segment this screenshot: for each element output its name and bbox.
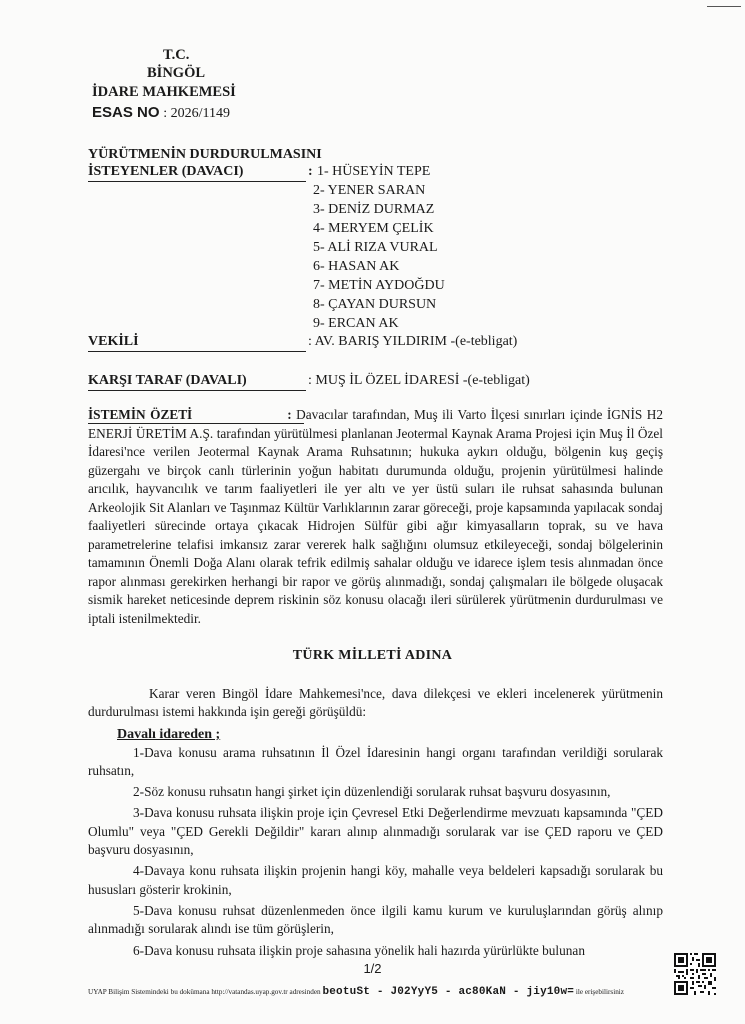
item-4: 4-Davaya konu ruhsata ilişkin projenin hangi köy, mahalle veya beldeleri kapsadığı sorularak bu hususları gösterir krokinin,	[88, 863, 663, 897]
document-header	[0, 0, 745, 130]
decision-body	[88, 685, 663, 958]
davaci-colon: :	[308, 164, 313, 179]
ozet-text: Davacılar tarafından, Muş ili Varto İlçesi sınırları içinde İGNİS H2 ENERJİ ÜRETİM A.Ş. tarafından yürütülmesi planlanan Jeotermal Kaynak Arama Projesi için Muş İl Özel İdaresi'nce verilen Jeotermal Kaynak Arama Ruhsatının; hukuka aykırı olduğu, bölgenin kuş geçiş güzergahı ve birçok canlı türlerinin yoğun habitatı durumunda olduğu, projenin yürütülmesi halinde arıcılık, hayvancılık ve tarım faaliyetleri ile yer altı ve yer üstü suları ile ruhsat sahasında bulunan Arkeolojik Sit Alanları ve Taşınmaz Kültür Varlıklarının zarar göreceği, proje kapsamında yapılacak sondaj faaliyetleri sürecinde ortaya çıkacak Hidrojen Sülfür gibi ağır kimyasalların toprak, su ve hava parametrelerine telafisi imkansız zarar vererek halk sağlığını olumsuz etkileyeceği, sondaj bölgelerinin tamamının Önemli Doğa Alanı olarak tefrik edilmiş sahalar olduğu ve idarece işlem tesis alınmadan önce rapor alınması gerekirken herhangi bir rapor ve görüş alınmadığı, sondaj çalışmaları ile bölgede oluşacak sismik hareket neticesinde deprem riskinin söz konusu olacağı ileri sürülerek yürütmenin durdurulması ve iptali istenilmektedir.	[88, 407, 664, 626]
davaci-5: 5- ALİ RIZA VURAL	[313, 240, 438, 255]
ozet-colon: :	[287, 407, 292, 422]
esas-label: ESAS NO	[92, 104, 160, 121]
davali-underline	[88, 390, 306, 391]
davaci-label-line1: YÜRÜTMENİN DURDURULMASINI	[88, 147, 322, 162]
esas-value: : 2026/1149	[163, 106, 231, 121]
item-5: 5-Dava konusu ruhsat düzenlenmeden önce ilgili kamu kurum ve kuruluşlarından görüş alınıp alınmadığı sorularak alındı ise tüm görüşlerin,	[88, 902, 663, 937]
vekil-value: : AV. BARIŞ YILDIRIM -(e-tebligat)	[308, 334, 518, 349]
davali-heading: Davalı idareden ;	[117, 726, 221, 742]
davali-value: : MUŞ İL ÖZEL İDARESİ -(e-tebligat)	[308, 373, 530, 388]
istem-ozeti	[88, 406, 663, 636]
davali-label: KARŞI TARAF (DAVALI)	[88, 373, 247, 388]
header-tc: T.C.	[163, 47, 190, 63]
davaci-1: 1- HÜSEYİN TEPE	[317, 164, 431, 179]
item-2: 2-Söz konusu ruhsatın hangi şirket için düzenlendiği sorularak ruhsat başvuru dosyasının,	[133, 784, 611, 800]
davaci-underline	[88, 181, 306, 182]
davaci-4: 4- MERYEM ÇELİK	[313, 221, 434, 236]
header-city: BİNGÖL	[147, 65, 206, 81]
ozet-label: İSTEMİN ÖZETİ	[88, 407, 193, 422]
vekil-underline	[88, 351, 306, 352]
item-3: 3-Dava konusu ruhsata ilişkin proje için Çevresel Etki Değerlendirme mevzuatı kapsamında "ÇED Olumlu" veya "ÇED Gerekli Değildir" kararı alınıp alınmadığı sorularak var ise ÇED raporu ve ÇED başvuru dosyasının,	[88, 805, 663, 858]
parties-block	[0, 130, 745, 400]
esas-row	[92, 104, 230, 122]
davaci-7: 7- METİN AYDOĞDU	[313, 278, 445, 293]
vekil-label: VEKİLİ	[88, 334, 139, 349]
footer-suffix: ile erişebilirsiniz	[575, 988, 624, 996]
qr-code-icon	[674, 953, 716, 995]
page-number: 1/2	[363, 961, 382, 976]
footer-verification-code: beotuSt - J02YyY5 - ac80KaN - jiy10w=	[322, 986, 575, 998]
davaci-2: 2- YENER SARAN	[313, 183, 426, 198]
item-6: 6-Dava konusu ruhsata ilişkin proje sahasına yönelik hali hazırda yürürlükte bulunan	[133, 942, 585, 958]
davaci-8: 8- ÇAYAN DURSUN	[313, 297, 437, 312]
davaci-3: 3- DENİZ DURMAZ	[313, 202, 435, 217]
davaci-9: 9- ERCAN AK	[313, 316, 399, 331]
item-1: 1-Dava konusu arama ruhsatının İl Özel İdaresinin hangi organı tarafından verildiği sorularak ruhsatın,	[88, 744, 663, 778]
header-court: İDARE MAHKEMESİ	[92, 84, 236, 100]
footer-line	[88, 986, 668, 1000]
section-title: TÜRK MİLLETİ ADINA	[292, 648, 453, 663]
davaci-6: 6- HASAN AK	[313, 259, 400, 274]
footer-prefix: UYAP Bilişim Sistemindeki bu dokümana http://vatandas.uyap.gov.tr adresinden	[88, 988, 321, 996]
intro-paragraph: Karar veren Bingöl İdare Mahkemesi'nce, dava dilekçesi ve ekleri incelenerek yürütmenin durdurulması istemi hakkında işin gereği görüşüldü:	[88, 686, 663, 720]
ozet-paragraph	[88, 406, 663, 628]
davaci-label-line2: İSTEYENLER (DAVACI)	[88, 164, 244, 179]
